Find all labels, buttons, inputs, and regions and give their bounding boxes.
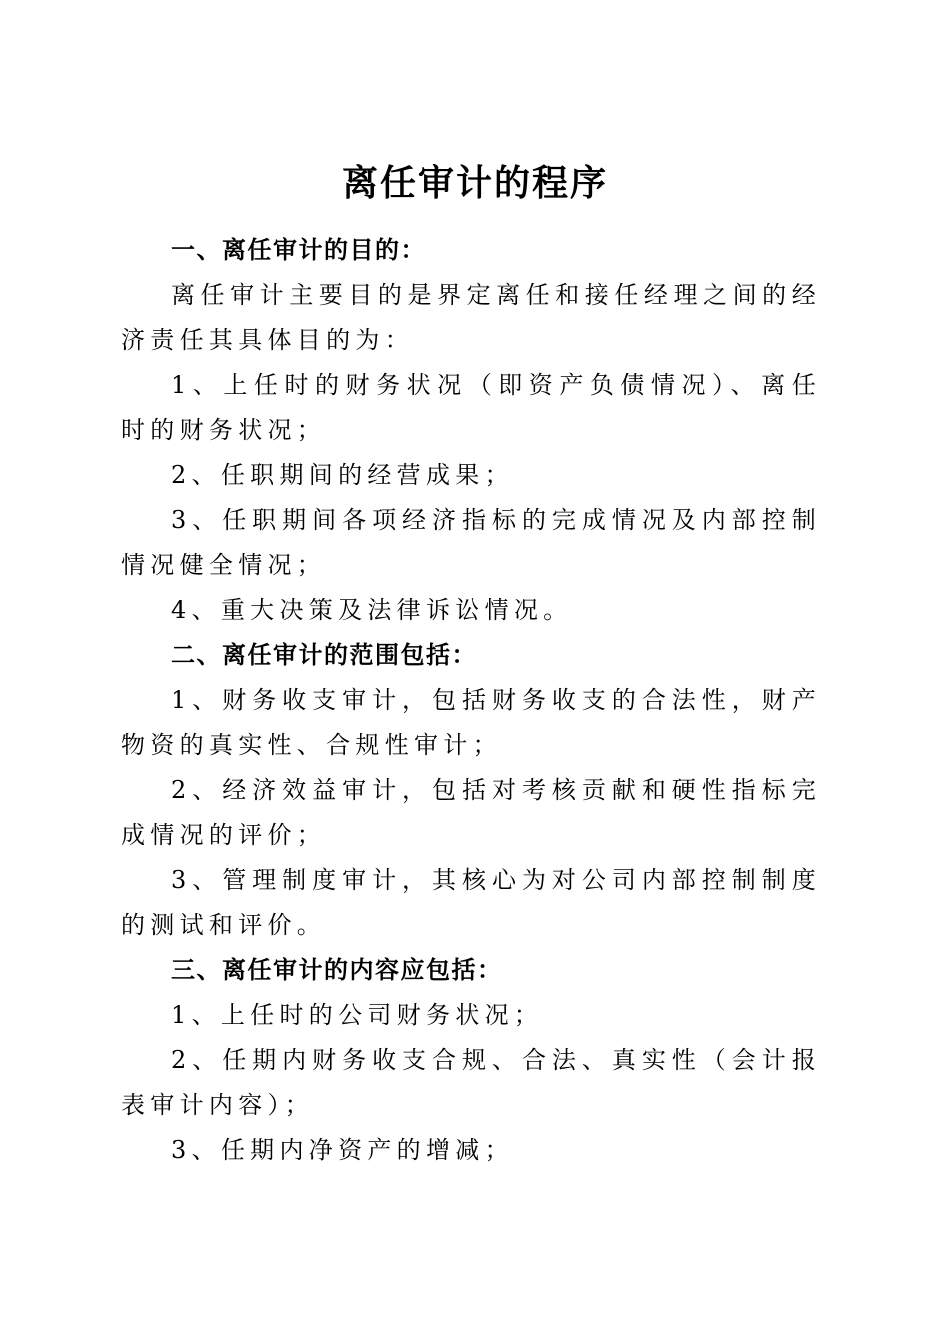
section-purpose — [121, 228, 821, 633]
list-item: 2、任期内财务收支合规、合法、真实性（会计报表审计内容）； — [121, 1046, 821, 1119]
section-content — [121, 948, 821, 1173]
list-item: 3、任职期间各项经济指标的完成情况及内部控制情况健全情况； — [121, 506, 821, 579]
list-item: 4、重大决策及法律诉讼情况。 — [171, 596, 573, 624]
list-item: 1、上任时的财务状况（即资产负债情况）、离任时的财务状况； — [121, 371, 821, 444]
section-scope — [121, 633, 821, 948]
document-title: 离任审计的程序 — [341, 163, 608, 205]
list-item: 3、管理制度审计，其核心为对公司内部控制制度的测试和评价。 — [121, 866, 821, 939]
list-item: 3、任期内净资产的增减； — [171, 1136, 514, 1164]
list-item: 2、任职期间的经营成果； — [171, 461, 514, 489]
list-item: 2、经济效益审计，包括对考核贡献和硬性指标完成情况的评价； — [121, 776, 821, 849]
section-heading: 二、离任审计的范围包括： — [171, 641, 477, 669]
document-body — [121, 228, 821, 1173]
list-item: 1、上任时的公司财务状况； — [171, 1001, 544, 1029]
section-heading: 三、离任审计的内容应包括： — [171, 956, 503, 984]
section-heading: 一、离任审计的目的： — [171, 236, 426, 264]
paragraph: 离任审计主要目的是界定离任和接任经理之间的经济责任其具体目的为： — [121, 281, 821, 354]
list-item: 1、财务收支审计，包括财务收支的合法性，财产物资的真实性、合规性审计； — [121, 686, 821, 759]
